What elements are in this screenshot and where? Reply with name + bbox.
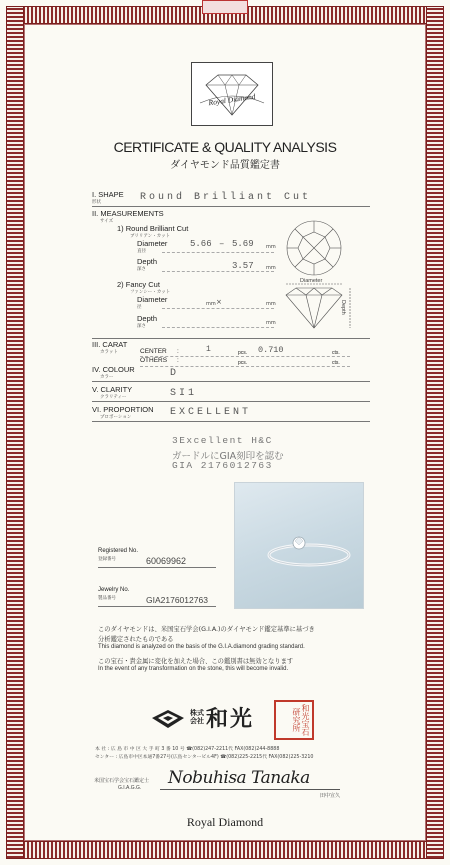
jewelry-sub: 製品番号 (98, 596, 116, 601)
signer-name-jp: 田中宣久 (320, 793, 341, 799)
carat-others-colon: : (177, 357, 179, 364)
round-cut-sub: ブリリアン・カット (130, 234, 171, 239)
colour-value: D (170, 368, 177, 379)
fancy-depth-line (162, 327, 274, 328)
statement-en-2: In the event of any transformation on the stone, this will become invalid. (98, 666, 289, 672)
carat-center-pcs-unit: pcs. (238, 350, 248, 356)
divider (92, 401, 370, 402)
signature-line (160, 789, 340, 790)
statement-jp-3: この宝石・貴金属に変化を加えた場合、この鑑別書は無効となります (98, 658, 294, 665)
measurements-sub: サイズ (100, 219, 114, 224)
frame-border-left (6, 6, 24, 859)
fancy-diameter-unit-a: mm (206, 301, 216, 307)
ring-icon (235, 483, 363, 608)
company-seal: 和光宝石研究所 (274, 700, 314, 740)
gia-title-line-1: 米国宝石学会宝石鑑定士 (94, 778, 150, 784)
carat-center-pcs: 1 (206, 345, 211, 354)
divider (98, 606, 216, 607)
fancy-diameter-unit-b: mm (266, 301, 276, 307)
clarity-value: SI1 (170, 388, 198, 399)
colour-label: IV. COLOUR (92, 365, 135, 374)
measurements-label: II. MEASUREMENTS (92, 209, 164, 218)
divider (92, 206, 370, 207)
carat-others-label: OTHERS (140, 357, 168, 364)
statement-jp-1: このダイヤモンドは、米国宝石学会(G.I.A.)のダイヤモンド鑑定基準に基づき (98, 626, 315, 633)
diamond-cut-diagram (280, 212, 360, 342)
diameter-unit: mm (266, 244, 276, 250)
registered-sub: 登録番号 (98, 557, 116, 562)
frame-border-right (426, 6, 444, 859)
fancy-cut-label: 2) Fancy Cut (117, 280, 160, 289)
carat-others-pcs-unit: pcs. (238, 360, 248, 366)
jewelry-value: GIA2176012763 (146, 595, 208, 605)
diameter-label: Diameter (137, 239, 168, 248)
depth-unit: mm (266, 265, 276, 271)
jewelry-label: Jewelry No. (98, 587, 130, 593)
depth-sub: 深さ (137, 267, 146, 272)
top-seal-stamp (202, 0, 248, 14)
fancy-depth-unit: mm (266, 320, 276, 326)
shape-sub: 形状 (92, 200, 101, 205)
clarity-sub: クラリティー (100, 395, 127, 400)
fancy-diameter-x: × (216, 298, 222, 306)
proportion-sub: プロポーション (100, 415, 132, 420)
carat-others-line (140, 366, 350, 367)
company-kind: 株式会社 (190, 709, 204, 725)
depth-value: 3.57 (232, 261, 254, 271)
divider (98, 567, 216, 568)
carat-center-label: CENTER (140, 348, 167, 355)
divider (92, 381, 370, 382)
statement-en-1: This diamond is analyzed on the basis of the G.I.A.diamond grading standard. (98, 644, 305, 650)
diagram-depth-label: Depth (340, 300, 346, 315)
round-cut-label: 1) Round Brilliant Cut (117, 224, 189, 233)
fancy-diameter-label: Diameter (137, 295, 168, 304)
footer-brand: Royal Diamond (186, 815, 264, 829)
divider (92, 421, 370, 422)
diameter-min-value: 5.66 (190, 239, 212, 249)
carat-others-cts-unit: cts. (332, 360, 340, 366)
note-line-1: 3Excellent H&C (172, 435, 273, 446)
diameter-max-value: 5.69 (232, 239, 254, 249)
fancy-depth-sub: 深さ (137, 324, 146, 329)
company-address-1: 本 社 : 広 島 市 中 区 大 手 町 3 番 10 号 ☎(082)247-2211代 FAX(082)244-8888 (95, 747, 280, 752)
proportion-value: EXCELLENT (170, 407, 252, 418)
carat-sub: カラット (100, 350, 118, 355)
registered-label: Registered No. (98, 548, 139, 554)
company-address-2: センター : 広島市中区本通7番27号(広島センタービル4F) ☎(082)225-2215代 FAX(082)225-3210 (95, 755, 314, 760)
frame-border-bottom (6, 841, 444, 859)
fancy-diameter-line (162, 308, 274, 309)
diameter-line (162, 252, 274, 253)
colour-sub: カラー (100, 375, 114, 380)
gia-title-line-2: G.I.A.G.G. (118, 785, 142, 791)
registered-value: 60069962 (146, 556, 187, 566)
logo-text: Royal Diamond (207, 91, 257, 108)
carat-center-colon: : (177, 348, 179, 355)
proportion-label: VI. PROPORTION (92, 405, 154, 414)
carat-center-value: 0.710 (258, 345, 284, 355)
fancy-cut-sub: ファンシー・カット (130, 290, 171, 295)
statement-jp-2: 分析鑑定されたものである (98, 636, 174, 643)
divider (92, 338, 370, 339)
fancy-diameter-sub: 径 (137, 305, 142, 310)
diameter-sub: 直径 (137, 249, 146, 254)
carat-center-line (140, 356, 350, 357)
carat-label: III. CARAT (92, 340, 128, 349)
certificate-title-en: CERTIFICATE & QUALITY ANALYSIS (113, 139, 337, 155)
diagram-diameter-label: Diameter (300, 278, 323, 284)
clarity-label: V. CLARITY (92, 385, 133, 394)
diameter-separator: – (219, 239, 225, 249)
brand-logo (191, 62, 273, 126)
company-name: 和光 (206, 707, 255, 732)
certificate-title-jp: ダイヤモンド品質鑑定書 (170, 160, 280, 171)
note-line-3: GIA 2176012763 (172, 460, 273, 471)
note-line-2: ガードルにGIA刻印を認む (172, 451, 284, 462)
company-logo-icon (150, 708, 186, 730)
signature: Nobuhisa Tanaka (168, 768, 310, 788)
fancy-depth-label: Depth (137, 314, 158, 323)
shape-value: Round Brilliant Cut (140, 192, 312, 203)
depth-line (162, 271, 274, 272)
depth-label: Depth (137, 257, 158, 266)
shape-label: I. SHAPE (92, 190, 124, 199)
ring-photo (234, 482, 364, 609)
carat-center-cts-unit: cts. (332, 350, 340, 356)
